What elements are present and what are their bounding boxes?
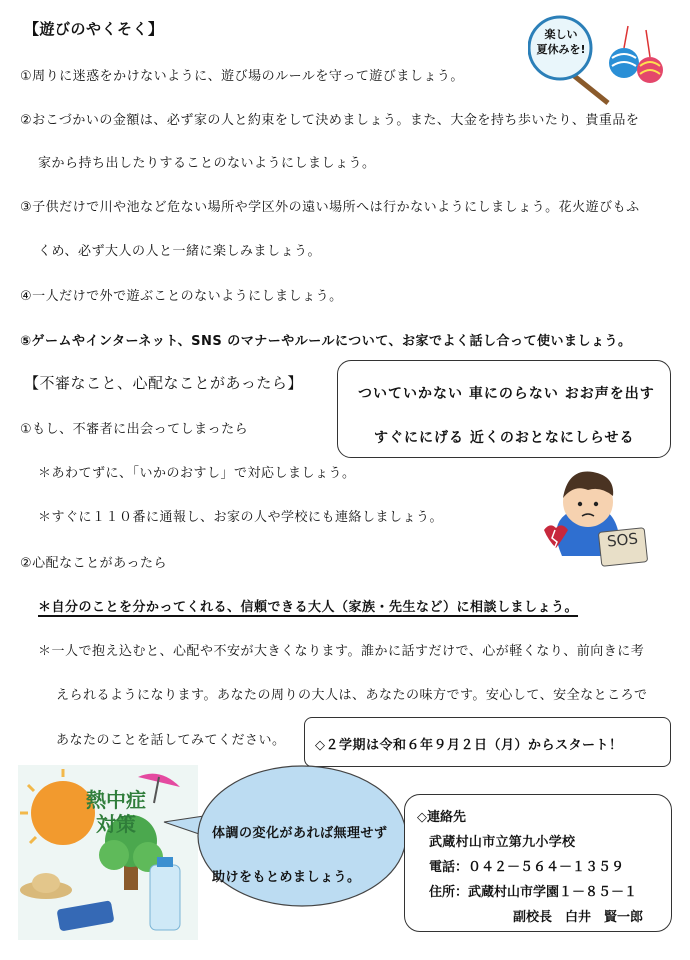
contact-school: 武蔵村山市立第九小学校 xyxy=(429,835,576,850)
safety-item-2: ②心配なことがあったら xyxy=(20,556,168,571)
sos-boy-illustration xyxy=(540,468,650,573)
badge-line-2: 夏休みを! xyxy=(536,43,586,56)
summer-fan-illustration xyxy=(528,8,668,108)
contact-phone: 電話：０４２－５６４－１３５９ xyxy=(429,860,625,875)
heatstroke-title xyxy=(86,788,146,836)
safety-item-2b-line2: えられるようになります。あなたの周りの大人は、あなたの味方です。安心して、安全なところで xyxy=(56,688,648,703)
badge-line-1: 楽しい xyxy=(544,28,578,41)
ikanoosushi-slogan-box xyxy=(337,360,671,458)
schedule-text: ◇２学期は令和６年９月２日（月）からスタート！ xyxy=(315,738,623,753)
heatstroke-title-line-1: 熱中症 xyxy=(86,788,146,812)
safety-item-1b: ＊すぐに１１０番に通報し、お家の人や学校にも連絡しましょう。 xyxy=(38,510,444,525)
safety-item-1: ①もし、不審者に出会ってしまったら xyxy=(20,422,249,437)
bubble-line-1: 体調の変化があれば無理せず xyxy=(212,826,388,841)
contact-address: 住所：武蔵村山市学園１－８５－１ xyxy=(429,885,638,900)
heatstroke-title-line-2: 対策 xyxy=(96,812,136,836)
safety-item-2b-line1: ＊一人で抱え込むと、心配や不安が大きくなります。誰かに話すだけで、心が軽くなり、前向きに考 xyxy=(38,644,645,659)
slogan-line-1: ついていかない 車にのらない おお声を出す xyxy=(358,386,655,402)
rule-item-3-line2: くめ、必ず大人の人と一緒に楽しみましょう。 xyxy=(38,244,321,259)
safety-title: 【不審なこと、心配なことがあったら】 xyxy=(24,374,303,392)
contact-box xyxy=(404,794,672,932)
slogan-line-2: すぐににげる 近くのおとなにしらせる xyxy=(374,430,635,446)
rules-title: 【遊びのやくそく】 xyxy=(24,20,164,38)
contact-title: ◇連絡先 xyxy=(417,810,466,825)
rule-item-2-line2: 家から持ち出したりすることのないようにしましょう。 xyxy=(38,156,376,171)
bubble-line-2: 助けをもとめましょう。 xyxy=(212,870,361,885)
summer-badge xyxy=(534,27,588,57)
safety-item-1a: ＊あわてずに、「いかのおすし」で対応しましょう。 xyxy=(38,466,356,481)
rule-item-5: ⑤ゲームやインターネット、SNS のマナーやルールについて、お家でよく話し合って使いましょう。 xyxy=(20,334,632,349)
contact-vice-principal: 副校長 白井 賢一郎 xyxy=(513,910,644,925)
sos-sign-text: SOS xyxy=(606,529,639,551)
rule-item-2-line1: ②おこづかいの金額は、必ず家の人と約束をして決めましょう。また、大金を持ち歩いたり、貴重品を xyxy=(20,113,640,128)
rule-item-4: ④一人だけで外で遊ぶことのないようにしましょう。 xyxy=(20,289,343,304)
safety-item-2a: ＊自分のことを分かってくれる、信頼できる大人（家族・先生など）に相談しましょう。 xyxy=(38,600,579,615)
rule-item-3-line1: ③子供だけで川や池など危ない場所や学区外の遠い場所へは行かないようにしましょう。花火遊びもふ xyxy=(20,200,640,215)
rule-item-1: ①周りに迷惑をかけないように、遊び場のルールを守って遊びましょう。 xyxy=(20,69,464,84)
safety-item-2b-line3: あなたのことを話してみてください。 xyxy=(56,733,286,748)
